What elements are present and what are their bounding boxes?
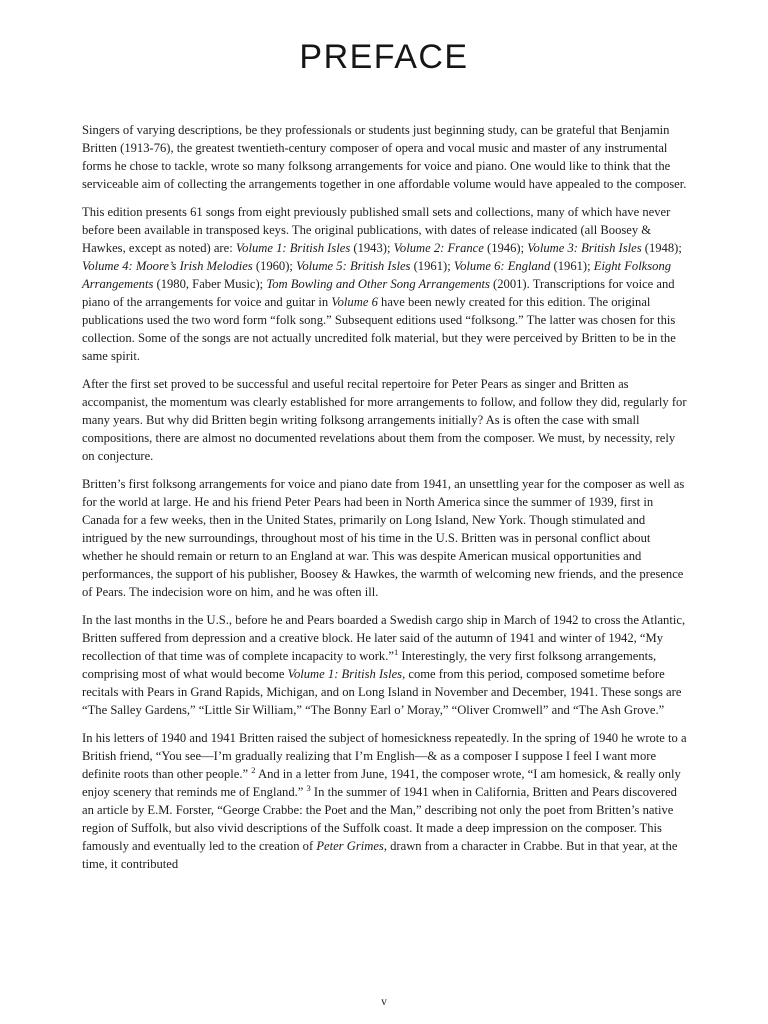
paragraph	[82, 121, 690, 193]
text-segment: And in a letter from June, 1941, the composer wrote, “I am homesick, & really only enjoy scenery that reminds me of England.”	[82, 767, 681, 799]
italic-title-segment: Volume 6: England	[453, 259, 551, 273]
text-segment: Britten’s first folksong arrangements for voice and piano date from 1941, an unsettling year for the composer as well as for the world at large. He and his friend Peter Pears had been in North America since the summer of 1939, first in Canada for a few weeks, then in the United States, primarily on Long Island, New York. Though stimulated and intrigued by the new surroundings, throughout most of his time in the U.S. Britten was in personal conflict about whether he should remain or return to an England at war. This was despite American musical opportunities and performances, the support of his publisher, Boosey & Hawkes, the warmth of welcoming new friends, and the presence of Pears. The indecision wore on him, and he was often ill.	[82, 477, 685, 599]
italic-title-segment: Eight Folksong Arrangements	[82, 259, 672, 291]
text-segment: Singers of varying descriptions, be they professionals or students just beginning study, can be grateful that Benjamin Britten (1913-76), the greatest twentieth-century composer of opera and vocal music and master of any instrumental forms he chose to tackle, wrote so many folksong arrangements for voice and piano. One would like to think that the serviceable aim of collecting the arrangements together in one affordable volume would have appealed to the composer.	[82, 123, 687, 191]
italic-title-segment: Volume 6	[331, 295, 378, 309]
text-segment: (1961);	[410, 259, 454, 273]
text-segment: (1948);	[641, 241, 682, 255]
italic-title-segment: Peter Grimes	[316, 839, 384, 853]
text-segment: In the last months in the U.S., before he and Pears boarded a Swedish cargo ship in March of 1942 to cross the Atlantic, Britten suffered from depression and a creative block. He later said of the autumn of 1941 and winter of 1942, “My recollection of that time was of complete incapacity to work.”	[82, 613, 686, 663]
footnote-marker: 3	[306, 782, 311, 793]
italic-title-segment: Volume 1: British Isles	[287, 667, 403, 681]
text-segment: This edition presents 61 songs from eight previously published small sets and collections, many of which have never before been available in transposed keys. The original publications, with dates of release indicated (all Boosey & Hawkes, except as noted) are:	[82, 205, 671, 255]
text-segment: (2001). Transcriptions for voice and piano of the arrangements for voice and guitar in	[82, 277, 675, 309]
text-segment: have been newly created for this edition. The original publications used the two word form “folk song.” Subsequent editions used “folksong.” The latter was chosen for this collection. Some of the songs are not actually uncredited folk material, but they were perceived by Britten to be in the same spirit.	[82, 295, 676, 363]
italic-title-segment: Volume 3: British Isles	[527, 241, 642, 255]
text-segment: In the summer of 1941 when in California, Britten and Pears discovered an article by E.M. Forster, “George Crabbe: the Poet and the Man,” describing not only the poet from Britten’s native region of Suffolk, but also vivid descriptions of the Suffolk coast. It made a deep impression on the composer. This famously and eventually led to the creation of	[82, 785, 677, 853]
paragraph	[82, 729, 690, 873]
text-segment: , drawn from a character in Crabbe. But in that year, at the time, it contributed	[82, 839, 678, 871]
text-segment: (1961);	[550, 259, 594, 273]
italic-title-segment: Volume 2: France	[393, 241, 484, 255]
footnote-marker: 1	[393, 646, 399, 657]
text-segment: After the first set proved to be successful and useful recital repertoire for Peter Pears as singer and Britten as accompanist, the momentum was clearly established for more arrangements to follow, and follow they did, regularly for many years. But why did Britten begin writing folksong arrangements initially? As is often the case with small compositions, there are almost no documented revelations about them from the composer. We must, by necessity, rely on conjecture.	[82, 377, 687, 463]
paragraph	[82, 203, 690, 365]
preface-text	[82, 121, 690, 883]
paragraph	[82, 375, 690, 465]
text-segment: (1943);	[350, 241, 394, 255]
paragraph	[82, 475, 690, 601]
page-title: PREFACE	[299, 38, 469, 76]
footnote-marker: 2	[251, 764, 256, 775]
text-segment: In his letters of 1940 and 1941 Britten raised the subject of homesickness repeatedly. In the spring of 1940 he wrote to a British friend, “You see—I’m gradually realizing that I’m English—& as a composer I suppose I feel I want more definite roots than other people.”	[82, 731, 687, 781]
text-segment: (1980, Faber Music);	[153, 277, 267, 291]
page-number: v	[381, 996, 387, 1008]
text-segment: , come from this period, composed sometime before recitals with Pears in Grand Rapids, Michigan, and on Long Island in November and December, 1941. These songs are “The Salley Gardens,” “Little Sir William,” “The Bonny Earl o’ Moray,” “Oliver Cromwell” and “The Ash Grove.”	[82, 667, 682, 717]
paragraph	[82, 611, 690, 719]
italic-title-segment: Volume 1: British Isles	[235, 241, 351, 255]
text-segment: (1960);	[252, 259, 297, 273]
italic-title-segment: Tom Bowling and Other Song Arrangements	[266, 277, 490, 291]
italic-title-segment: Volume 5: British Isles	[296, 259, 411, 273]
text-segment: (1946);	[483, 241, 528, 255]
text-segment: Interestingly, the very first folksong arrangements, comprising most of what would become	[82, 649, 657, 681]
italic-title-segment: Volume 4: Moore’s Irish Melodies	[82, 259, 253, 273]
